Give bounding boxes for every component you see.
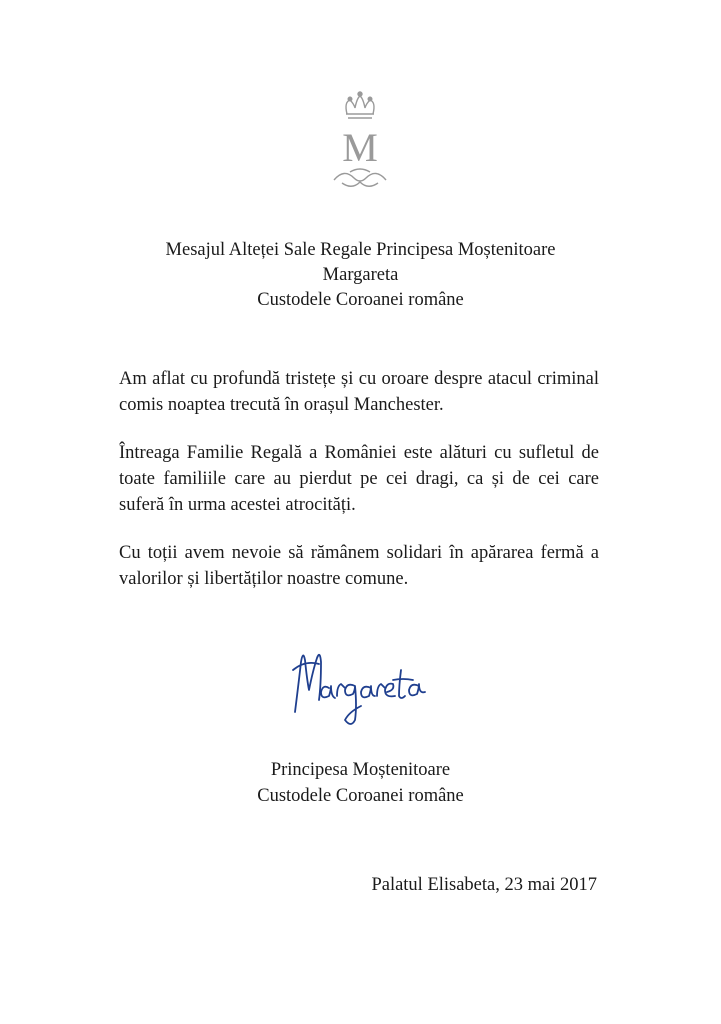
handwritten-signature — [285, 640, 445, 735]
royal-crown-monogram-icon — [320, 88, 400, 193]
signer-block — [0, 757, 721, 809]
signer-title: Principesa Moștenitoare — [270, 760, 451, 780]
title-line-1: Mesajul Alteței Sale Regale Principesa Moștenitoare — [165, 240, 556, 260]
paragraph-3: Cu toții avem nevoie să rămânem solidari în apărarea fermă a valorilor și libertăților noastre comune. — [119, 543, 599, 589]
place-date: Palatul Elisabeta, 23 mai 2017 — [371, 875, 597, 895]
signer-office: Custodele Coroanei române — [257, 786, 464, 806]
paragraph-2: Întreaga Familie Regală a României este alături cu sufletul de toate familiile care au pierdut pe cei dragi, ca și de cei care suferă în urma acestei atrocități. — [119, 443, 599, 515]
letter-title — [0, 238, 721, 313]
monogram-letter: M — [342, 125, 378, 170]
title-line-3: Custodele Coroanei române — [257, 290, 464, 310]
paragraph-1: Am aflat cu profundă tristețe și cu oroare despre atacul criminal comis noaptea trecută în orașul Manchester. — [119, 369, 599, 415]
title-line-2: Margareta — [322, 265, 399, 285]
